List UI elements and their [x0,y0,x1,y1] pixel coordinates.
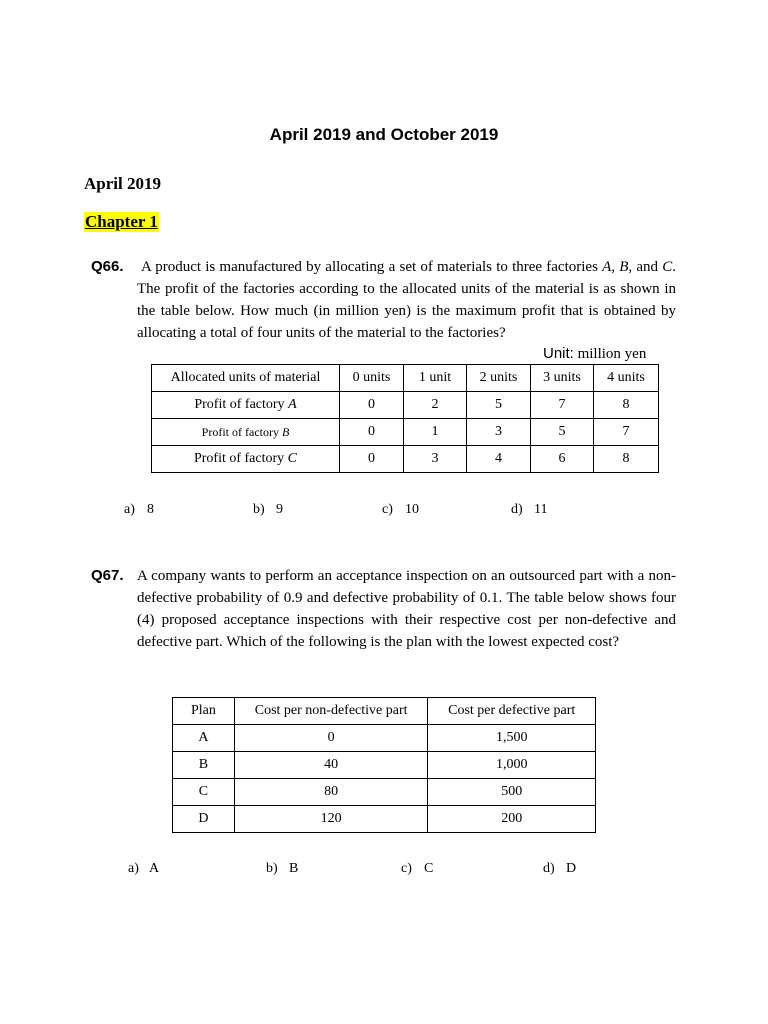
option-key: d) [511,502,523,517]
table-row [173,806,596,833]
row-label [152,419,340,446]
table-cell: 0 [340,419,404,446]
option-key: c) [382,502,393,517]
table-cell: 7 [594,419,659,446]
table-cell: B [173,752,235,779]
option-value: D [566,861,577,876]
table-row [152,446,659,473]
q66-option-d[interactable] [511,502,547,518]
table-cell: 3 [404,446,467,473]
table-cell: 120 [234,806,428,833]
table-header-cell: 4 units [594,365,659,392]
row-label-var: A [288,397,297,412]
unit-label: Unit: [543,345,574,362]
q66-text-part: , [611,259,620,275]
q66-option-b[interactable] [253,502,283,518]
unit-value: million yen [573,346,647,362]
q66-option-a[interactable] [124,502,154,518]
row-label-var: B [281,424,290,439]
table-cell: C [173,779,235,806]
q66-text-part: A product is manufactured by allocating a set of materials to three factories [141,259,603,275]
question-text-q66 [137,256,676,344]
row-label [152,446,340,473]
table-header-cell: 0 units [340,365,404,392]
table-header-cell: Allocated units of material [152,365,340,392]
table-header-cell: 2 units [467,365,531,392]
q66-factory-a-var: A [602,259,612,275]
q67-option-c[interactable] [401,861,433,877]
q66-factory-c-var: C [662,259,673,275]
table-row [173,752,596,779]
question-number-q66: Q66. [91,258,124,275]
table-row [173,779,596,806]
row-label-text: Profit of factory [194,397,289,412]
q66-text-part: . The profit of the factories according to the allocated units of the material is as shown in the table below. How much (in million yen) is the maximum profit that is obtained by allocating a total of four units of the material to the factories? [137,259,676,341]
table-header-cell: Cost per non-defective part [234,698,428,725]
table-cell: 5 [467,392,531,419]
option-key: d) [543,861,555,876]
section-heading: April 2019 [84,174,161,193]
table-header-row [152,365,659,392]
table-cell: 1,000 [428,752,596,779]
table-cell: 1,500 [428,725,596,752]
option-key: b) [266,861,278,876]
table-cell: 6 [531,446,594,473]
table-cell: 5 [531,419,594,446]
table-cell: 1 [404,419,467,446]
table-cell: 0 [234,725,428,752]
option-value: 9 [276,502,283,517]
q67-option-b[interactable] [266,861,298,877]
table-header-cell: Cost per defective part [428,698,596,725]
table-cell: 2 [404,392,467,419]
table-header-cell: Plan [173,698,235,725]
table-cell: D [173,806,235,833]
option-value: 11 [534,502,548,517]
table-header-cell: 3 units [531,365,594,392]
option-key: a) [128,861,139,876]
q67-cost-table [172,697,596,833]
table-cell: 4 [467,446,531,473]
table-cell: 500 [428,779,596,806]
row-label-var: C [287,451,298,466]
table-header-row [173,698,596,725]
table-cell: 8 [594,392,659,419]
question-text-q67: A company wants to perform an acceptance inspection on an outsourced part with a non-defective probability of 0.9 and defective probability of 0.1. The table below shows four (4) proposed acceptance inspections with their respective cost per non-defective and defective part. Which of the following is the plan with the lowest expected cost? [137,568,676,650]
row-label-text: Profit of factory [201,424,282,439]
table-row [152,392,659,419]
table-cell: 7 [531,392,594,419]
table-cell: 8 [594,446,659,473]
q66-unit-note [543,345,646,363]
option-key: a) [124,502,135,517]
q67-option-a[interactable] [128,861,159,877]
table-cell: 0 [340,392,404,419]
table-cell: 200 [428,806,596,833]
row-label-text: Profit of factory [193,451,288,466]
option-value: 8 [147,502,154,517]
q67-option-d[interactable] [543,861,576,877]
q66-text-part: , and [628,259,663,275]
table-cell: A [173,725,235,752]
chapter-heading: Chapter 1 [85,212,158,231]
table-row [173,725,596,752]
table-cell: 0 [340,446,404,473]
table-header-cell: 1 unit [404,365,467,392]
q66-profit-table [151,364,659,473]
table-cell: 40 [234,752,428,779]
table-cell: 3 [467,419,531,446]
question-number-q67: Q67. [91,567,124,584]
option-value: C [424,861,434,876]
row-label [152,392,340,419]
document-title: April 2019 and October 2019 [269,125,499,144]
table-cell: 80 [234,779,428,806]
option-key: b) [253,502,265,517]
option-value: A [149,861,160,876]
option-value: B [289,861,299,876]
option-value: 10 [405,502,419,517]
option-key: c) [401,861,412,876]
table-row [152,419,659,446]
q66-factory-b-var: B [619,259,629,275]
q66-option-c[interactable] [382,502,419,518]
